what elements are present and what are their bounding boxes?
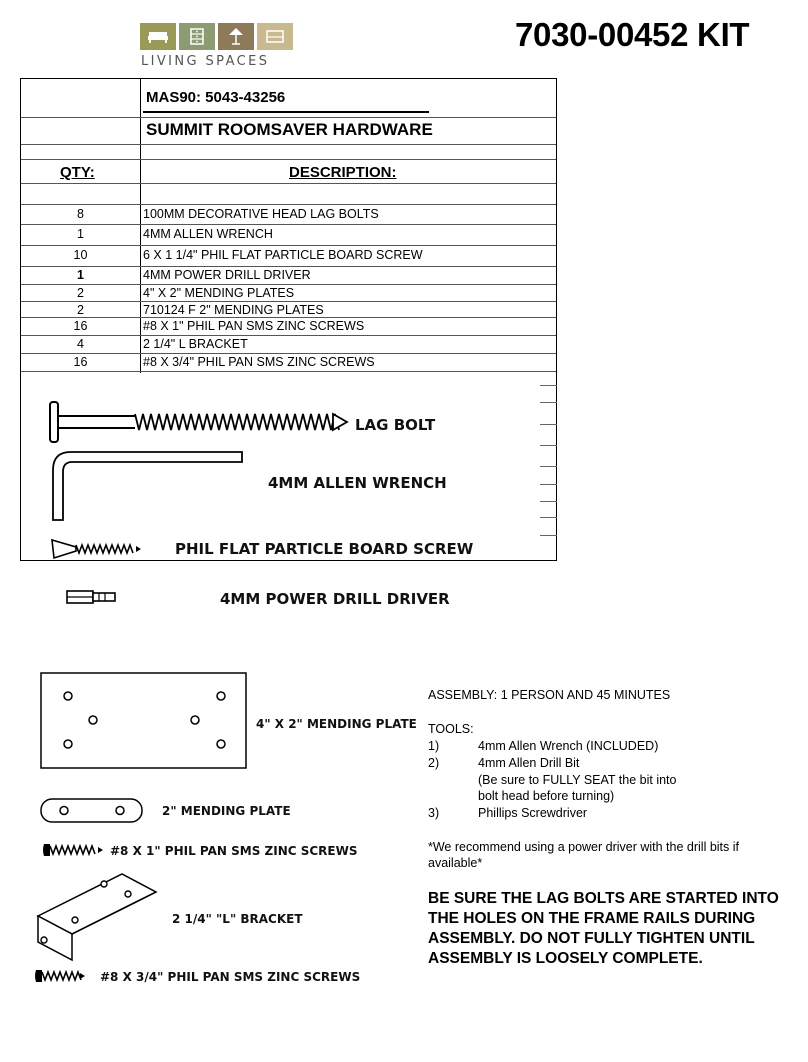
- row-rule: [21, 144, 556, 145]
- pan-screw-1-icon: [42, 842, 104, 858]
- description-cell: 4" X 2" MENDING PLATES: [143, 286, 295, 300]
- pan-screw-1-label: #8 X 1" PHIL PAN SMS ZINC SCREWS: [110, 844, 358, 858]
- row-rule: [21, 245, 556, 246]
- row-rule: [21, 204, 556, 205]
- particle-board-screw-icon: [50, 538, 142, 560]
- mas-underline: [143, 111, 429, 113]
- tools-label: TOOLS:: [428, 722, 474, 736]
- assembly-time: ASSEMBLY: 1 PERSON AND 45 MINUTES: [428, 688, 671, 702]
- tool-text: Phillips Screwdriver: [478, 806, 588, 820]
- tool-text: 4mm Allen Drill Bit: [478, 756, 580, 770]
- row-rule: [21, 266, 556, 267]
- pan-screw-34-label: #8 X 3/4" PHIL PAN SMS ZINC SCREWS: [100, 970, 361, 984]
- lag-bolt-warning: BE SURE THE LAG BOLTS ARE STARTED INTO THE HOLES ON THE FRAME RAILS DURING ASSEMBLY. DO NOT FULLY TIGHTEN UNTIL ASSEMBLY IS LOOSELY COMPLETE.: [428, 890, 779, 967]
- qty-cell: 1: [77, 227, 84, 241]
- description-cell: 2 1/4" L BRACKET: [143, 337, 248, 351]
- description-header: DESCRIPTION:: [289, 164, 397, 181]
- description-cell: #8 X 1" PHIL PAN SMS ZINC SCREWS: [143, 319, 365, 333]
- qty-header: QTY:: [60, 164, 95, 181]
- l-bracket-icon: [30, 866, 160, 966]
- row-rule: [21, 117, 556, 118]
- mending-plate-2-label: 2" MENDING PLATE: [162, 804, 291, 818]
- tool-text: bolt head before turning): [478, 789, 615, 803]
- description-cell: 4MM POWER DRILL DRIVER: [143, 268, 311, 282]
- qty-cell: 4: [77, 337, 84, 351]
- lamp-icon: [218, 23, 254, 50]
- allen-wrench-icon: [48, 448, 244, 524]
- qty-cell: 16: [73, 319, 88, 333]
- dresser-icon: [179, 23, 215, 50]
- l-bracket-label: 2 1/4" "L" BRACKET: [172, 912, 303, 926]
- description-cell: 710124 F 2" MENDING PLATES: [143, 303, 324, 317]
- qty-cell: 10: [73, 248, 88, 262]
- sofa-icon: [140, 23, 176, 50]
- lag-bolt-icon: [45, 398, 350, 446]
- description-cell: 100MM DECORATIVE HEAD LAG BOLTS: [143, 207, 379, 221]
- row-rule: [21, 317, 556, 318]
- row-rule: [21, 159, 556, 160]
- qty-cell: 2: [77, 286, 84, 300]
- row-rule: [21, 183, 556, 184]
- row-rule: [21, 224, 556, 225]
- table-title: SUMMIT ROOMSAVER HARDWARE: [146, 120, 433, 139]
- logo-tiles: [140, 23, 300, 50]
- mending-plate-4x2-label: 4" X 2" MENDING PLATE: [256, 717, 417, 731]
- description-cell: 6 X 1 1/4" PHIL FLAT PARTICLE BOARD SCREW: [143, 248, 423, 262]
- tool-text: 4mm Allen Wrench (INCLUDED): [478, 739, 659, 753]
- mas-number: MAS90: 5043-43256: [146, 89, 286, 106]
- kit-number: 7030-00452 KIT: [515, 16, 750, 53]
- drill-driver-icon: [66, 588, 118, 606]
- brand-name: LIVING SPACES: [141, 54, 270, 69]
- particle-board-screw-label: PHIL FLAT PARTICLE BOARD SCREW: [175, 540, 474, 558]
- description-cell: #8 X 3/4" PHIL PAN SMS ZINC SCREWS: [143, 355, 375, 369]
- tool-text: (Be sure to FULLY SEAT the bit into: [478, 773, 677, 787]
- row-rule: [21, 371, 556, 372]
- column-divider: [140, 79, 141, 373]
- row-rule: [21, 353, 556, 354]
- row-rule: [21, 284, 556, 285]
- row-rule: [21, 301, 556, 302]
- description-cell: 4MM ALLEN WRENCH: [143, 227, 273, 241]
- qty-cell: 16: [73, 355, 88, 369]
- mending-plate-4x2-icon: [40, 672, 248, 770]
- mending-plate-2-icon: [40, 798, 144, 824]
- brand-logo: [140, 23, 300, 71]
- tool-number: 3): [428, 806, 440, 820]
- tool-number: 1): [428, 739, 440, 753]
- qty-cell: 2: [77, 303, 84, 317]
- qty-cell: 8: [77, 207, 84, 221]
- power-driver-note: *We recommend using a power driver with the drill bits if available*: [428, 840, 740, 870]
- allen-wrench-label: 4MM ALLEN WRENCH: [268, 474, 447, 492]
- drill-driver-label: 4MM POWER DRILL DRIVER: [220, 590, 450, 608]
- tool-number: 2): [428, 756, 440, 770]
- armchair-icon: [257, 23, 293, 50]
- pan-screw-34-icon: [34, 968, 86, 984]
- qty-cell: 1: [77, 268, 84, 282]
- row-rule: [21, 335, 556, 336]
- lag-bolt-label: LAG BOLT: [355, 416, 436, 434]
